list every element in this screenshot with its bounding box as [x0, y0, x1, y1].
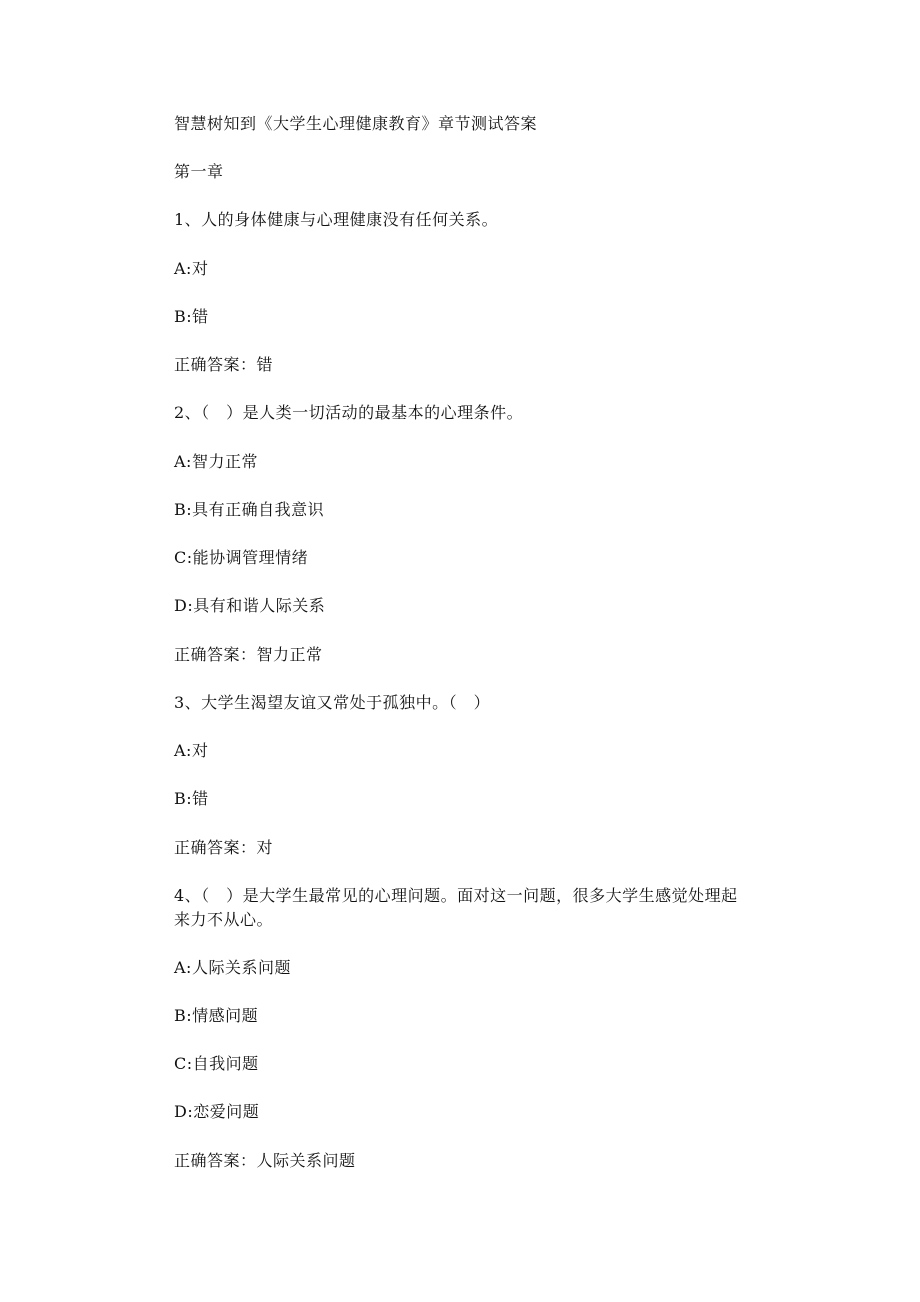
question-3-option-a: A:对: [174, 741, 209, 760]
question-4-option-d: D:恋爱问题: [174, 1102, 260, 1121]
question-2-option-d: D:具有和谐人际关系: [174, 596, 326, 615]
question-4-option-c: C:自我问题: [174, 1054, 259, 1073]
question-2-option-b: B:具有正确自我意识: [174, 500, 325, 519]
question-4-answer: 正确答案：人际关系问题: [174, 1151, 356, 1170]
question-1-option-a: A:对: [174, 259, 209, 278]
question-2-option-c: C:能协调管理情绪: [174, 548, 309, 567]
question-3-text: 3、大学生渴望友谊又常处于孤独中。（ ）: [174, 693, 491, 712]
question-2-text: 2、（ ）是人类一切活动的最基本的心理条件。: [174, 403, 524, 422]
question-1-answer: 正确答案：错: [174, 355, 274, 374]
question-2-answer: 正确答案：智力正常: [174, 645, 323, 664]
question-4-option-a: A:人际关系问题: [174, 958, 291, 977]
question-1-option-b: B:错: [174, 307, 209, 326]
document-title: 智慧树知到《大学生心理健康教育》章节测试答案: [174, 114, 538, 133]
question-4-option-b: B:情感问题: [174, 1006, 259, 1025]
chapter-heading: 第一章: [174, 162, 224, 181]
question-3-option-b: B:错: [174, 789, 209, 808]
question-4-text: 4、（ ）是大学生最常见的心理问题。面对这一问题，很多大学生感觉处理起来力不从心。: [174, 886, 738, 929]
question-1-text: 1、人的身体健康与心理健康没有任何关系。: [174, 210, 499, 229]
question-2-option-a: A:智力正常: [174, 452, 258, 471]
question-3-answer: 正确答案：对: [174, 838, 274, 857]
